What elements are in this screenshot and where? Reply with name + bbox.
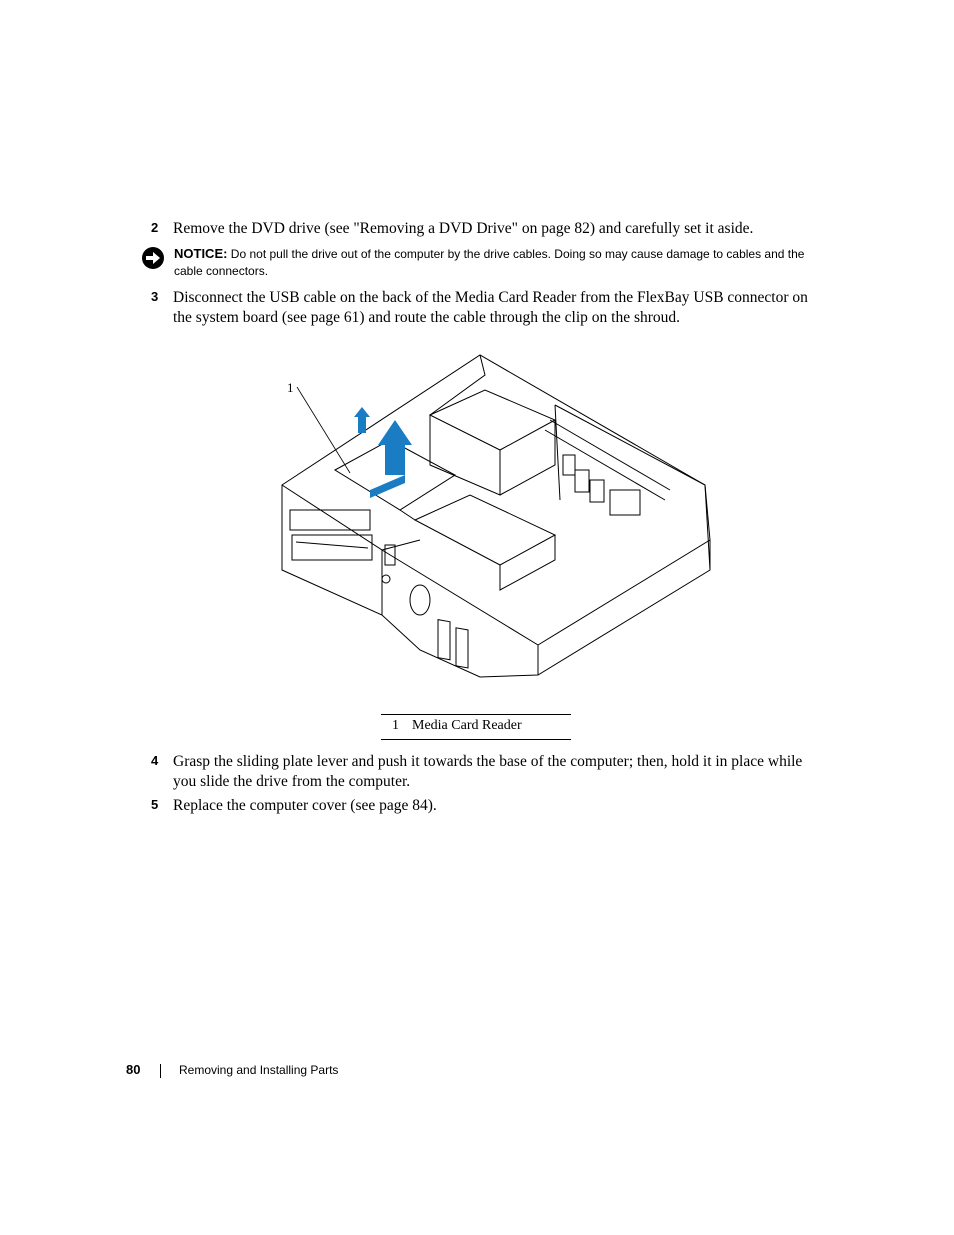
footer-divider: [160, 1064, 161, 1078]
section-title: Removing and Installing Parts: [179, 1063, 339, 1077]
step-2: [151, 219, 821, 239]
step-number: 3: [151, 289, 159, 304]
step-number: 2: [151, 220, 159, 235]
step-number: 4: [151, 753, 159, 768]
step-text: Remove the DVD drive (see "Removing a DVD Drive" on page 82) and carefully set it aside.: [173, 220, 754, 237]
step-text: Grasp the sliding plate lever and push it towards the base of the computer; then, hold it in place while you slide the drive from the computer.: [173, 753, 803, 790]
computer-illustration: [270, 345, 720, 685]
notice-label: NOTICE:: [174, 246, 228, 261]
callout-label: Media Card Reader: [412, 718, 522, 733]
callout-number: 1: [392, 718, 399, 733]
step-text: Replace the computer cover (see page 84).: [173, 797, 437, 814]
step-text: Disconnect the USB cable on the back of the Media Card Reader from the FlexBay USB connector on the system board (see page 61) and route the cable through the clip on the shroud.: [173, 289, 808, 326]
callout-table: [381, 714, 571, 740]
step-5: [151, 796, 821, 816]
notice-box: [141, 245, 821, 280]
notice-text-block: [174, 245, 821, 280]
page-number: 80: [126, 1062, 141, 1077]
step-number: 5: [151, 797, 159, 812]
step-3: [151, 288, 821, 328]
step-4: [151, 752, 821, 792]
chassis-drawing: [270, 345, 720, 685]
callout-marker-1: 1: [287, 380, 294, 395]
notice-text: Do not pull the drive out of the computer by the drive cables. Doing so may cause damage to cables and the cable connectors.: [174, 247, 805, 278]
notice-arrow-icon: [141, 246, 165, 270]
